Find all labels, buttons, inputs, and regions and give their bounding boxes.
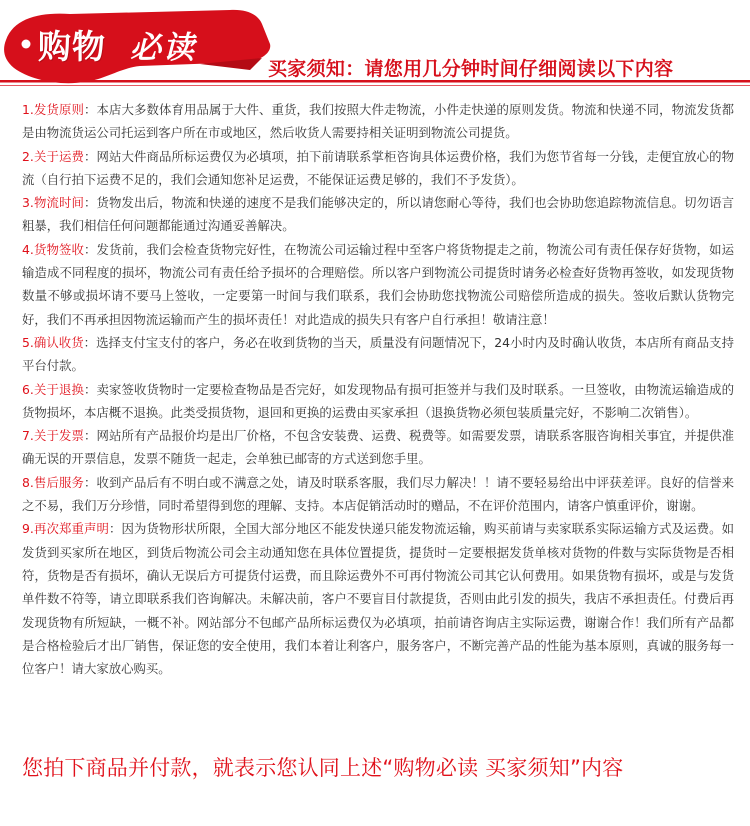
rule-item [22, 331, 734, 378]
rule-heading: 确认收货 [33, 334, 84, 350]
banner-title-sub: 必读 [130, 29, 196, 66]
rule-item [22, 471, 734, 518]
rule-number: 1. [22, 102, 34, 117]
rule-number: 2. [22, 148, 34, 164]
rule-heading: 发货原则 [33, 102, 84, 117]
rule-text: ：货物发出后，物流和快递的速度不是我们能够决定的，所以请您耐心等待，我们也会协助您追踪物流信息。切勿语言粗暴，我们相信任何问题都能通过沟通妥善解决。 [22, 195, 734, 234]
rule-item [22, 238, 734, 331]
rule-heading: 再次郑重声明 [33, 521, 109, 537]
rule-heading: 售后服务 [33, 474, 84, 490]
rule-text: ：因为货物形状所限，全国大部分地区不能发快递只能发物流运输，购买前请与卖家联系实际运输方式及运费。如发货到买家所在地区，到货后物流公司会主动通知您在具体位置提货，提货时－定要根据发货单核对货物的件数与实际货物是否相符，货物是否有损坏，确认无误后方可提货付运费，而且除运费外不可再付物流公司其它认何费用。如果货物有损坏，或是与发货单件数不符等，请立即联系我们咨询解决。未解决前，客户不要盲目付款提货，否则由此引发的损失，我店不承担责任。付费后再发现货物有所短缺，一概不补。网站部分不包邮产品所标运费仅为必填项，拍前请咨询店主实际运费，谢谢合作！我们所有产品都是合格检验后才出厂销售，保证您的安全使用，我们本着让利客户，服务客户，不断完善产品的性能为基本原则，真诚的服务每一位客户！请大家放心购买。 [22, 521, 735, 677]
bullet-dot-icon [22, 40, 31, 49]
rule-number: 6. [22, 381, 34, 397]
rule-heading: 关于运费 [33, 148, 84, 164]
rule-text: ：选择支付宝支付的客户，务必在收到货物的当天，质量没有问题情况下，24小时内及时确认收货，本店所有商品支持平台付款。 [22, 334, 734, 374]
rule-item [22, 145, 734, 192]
rule-heading: 货物签收 [33, 241, 84, 257]
rule-item [22, 98, 734, 145]
rule-item [22, 191, 734, 238]
footer-statement: 您拍下商品并付款，就表示您认同上述“购物必读 买家须知”内容 [22, 756, 624, 780]
banner-note: 买家须知：请您用几分钟时间仔细阅读以下内容 [268, 58, 674, 80]
rule-number: 9. [22, 521, 34, 537]
rule-text: ：本店大多数体育用品属于大件、重货，我们按照大件走物流，小件走快递的原则发货。物流和快递不同，物流发货都是由物流货运公司托运到客户所在市或地区，然后收货人需要持相关证明到物流公司提货。 [22, 102, 734, 141]
rule-item [22, 378, 734, 425]
header-banner [0, 0, 750, 92]
rule-item [22, 424, 734, 471]
rule-item [22, 517, 734, 680]
rule-text: ：发货前，我们会检查货物完好性，在物流公司运输过程中至客户将货物提走之前，物流公司有责任保存好货物，如运输造成不同程度的损坏，物流公司有责任给予损坏的合理赔偿。所以客户到物流公司提货时请务必检查好货物再签收，如发现货物数量不够或损坏请不要马上签收，一定要第一时间与我们联系，我们会协助您找物流公司赔偿所造成的损失。签收后默认货物完好，我们不再承担因物流运输而产生的损坏责任！对此造成的损失只有客户自行承担！敬请注意！ [22, 241, 734, 327]
rules-list [22, 98, 734, 680]
rule-number: 4. [22, 241, 34, 257]
rule-number: 3. [22, 195, 34, 211]
rule-number: 8. [22, 474, 34, 490]
rule-text: ：收到产品后有不明白或不满意之处，请及时联系客服，我们尽力解决！！请不要轻易给出中评获差评。良好的信誉来之不易，我们万分珍惜，同时希望得到您的理解、支持。本店促销活动时的赠品，不在评价范围内，请客户慎重评价，谢谢。 [22, 474, 734, 514]
banner-rule-line-thin [0, 85, 750, 86]
rule-number: 5. [22, 334, 34, 350]
rule-number: 7. [22, 428, 34, 444]
rule-text: ：卖家签收货物时一定要检查物品是否完好，如发现物品有损可拒签并与我们及时联系。一旦签收，由物流运输造成的货物损坏，本店概不退换。此类受损货物，退回和更换的运费由买家承担（退换货物必须包装质量完好，不影响二次销售）。 [22, 381, 734, 420]
rule-heading: 物流时间 [33, 195, 84, 211]
rule-text: ：网站大件商品所标运费仅为必填项，拍下前请联系掌柜咨询具体运费价格，我们为您节省每一分钱，走便宜放心的物流（自行拍下运费不足的，我们会通知您补足运费，不能保证运费足够的，我们不予发货）。 [22, 148, 734, 187]
banner-title-main: 购物 [38, 26, 106, 66]
rule-heading: 关于退换 [33, 381, 84, 397]
rule-heading: 关于发票 [33, 428, 84, 444]
rule-text: ：网站所有产品报价均是出厂价格，不包含安装费、运费、税费等。如需要发票，请联系客服咨询相关事宜，并提供准确无误的开票信息，发票不随货一起走，会单独已邮寄的方式送到您手里。 [22, 428, 734, 467]
banner-title [38, 18, 196, 70]
